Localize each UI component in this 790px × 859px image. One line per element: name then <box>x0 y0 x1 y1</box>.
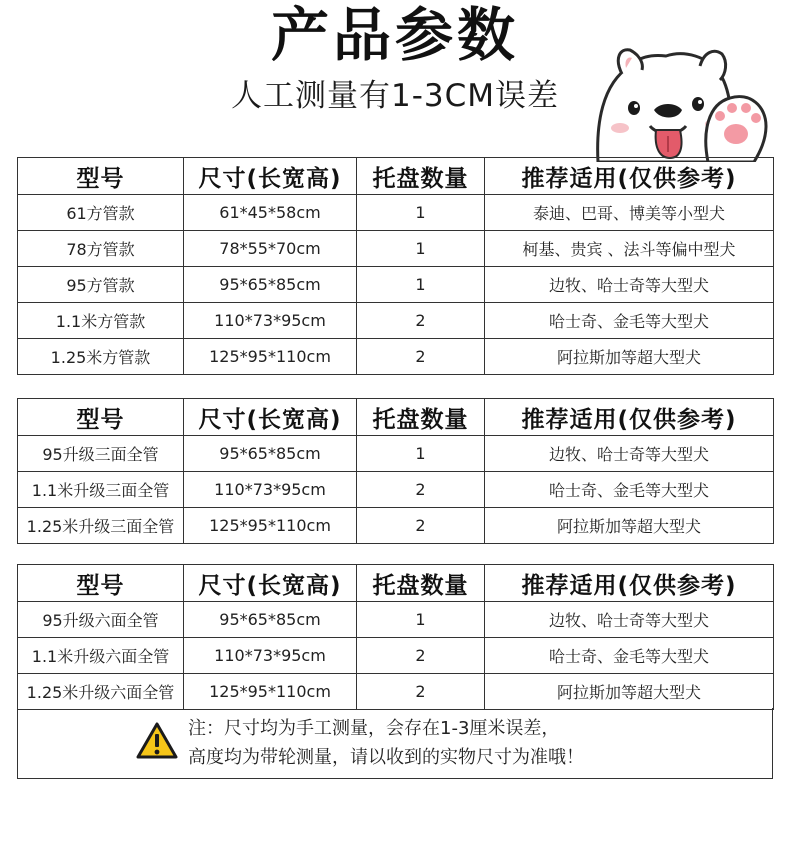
cell-tray-count: 1 <box>357 231 485 267</box>
header-tray-count: 托盘数量 <box>357 399 485 436</box>
cell-tray-count: 1 <box>357 602 485 638</box>
cell-recommended: 泰迪、巴哥、博美等小型犬 <box>485 195 774 231</box>
page-title: 产品参数 <box>270 1 519 69</box>
cell-recommended: 柯基、贵宾 、法斗等偏中型犬 <box>485 231 774 267</box>
spec-table-three-sided <box>17 398 774 544</box>
table-row <box>18 602 774 638</box>
table-row <box>18 231 774 267</box>
cell-model: 1.1米升级三面全管 <box>18 472 184 508</box>
header-model: 型号 <box>18 399 184 436</box>
table-row <box>18 436 774 472</box>
cell-recommended: 边牧、哈士奇等大型犬 <box>485 267 774 303</box>
cell-model: 1.25米方管款 <box>18 339 184 375</box>
cartoon-dog-icon <box>590 44 780 162</box>
cell-model: 78方管款 <box>18 231 184 267</box>
cell-size: 61*45*58cm <box>184 195 357 231</box>
cell-tray-count: 1 <box>357 195 485 231</box>
cell-size: 125*95*110cm <box>184 508 357 544</box>
cell-recommended: 阿拉斯加等超大型犬 <box>485 674 774 710</box>
cell-size: 95*65*85cm <box>184 602 357 638</box>
cell-model: 95升级六面全管 <box>18 602 184 638</box>
cell-size: 110*73*95cm <box>184 472 357 508</box>
table-row <box>18 674 774 710</box>
cell-model: 1.1米升级六面全管 <box>18 638 184 674</box>
cell-size: 110*73*95cm <box>184 303 357 339</box>
note-box <box>17 708 773 779</box>
cell-size: 95*65*85cm <box>184 267 357 303</box>
note-line-1: 注：尺寸均为手工测量，会存在1-3厘米误差， <box>188 718 560 739</box>
header-model: 型号 <box>18 565 184 602</box>
table-row <box>18 638 774 674</box>
spec-table-basic <box>17 157 774 375</box>
header-recommended: 推荐适用(仅供参考) <box>485 158 774 195</box>
cell-size: 125*95*110cm <box>184 674 357 710</box>
cell-tray-count: 2 <box>357 303 485 339</box>
page-subtitle: 人工测量有1-3CM误差 <box>230 78 560 114</box>
header-tray-count: 托盘数量 <box>357 158 485 195</box>
cell-size: 95*65*85cm <box>184 436 357 472</box>
table-header-row <box>18 399 774 436</box>
header-size: 尺寸(长宽高) <box>184 158 357 195</box>
cell-tray-count: 2 <box>357 638 485 674</box>
cell-model: 1.1米方管款 <box>18 303 184 339</box>
cell-recommended: 哈士奇、金毛等大型犬 <box>485 638 774 674</box>
table-row <box>18 303 774 339</box>
header-size: 尺寸(长宽高) <box>184 399 357 436</box>
cell-tray-count: 1 <box>357 436 485 472</box>
cell-recommended: 哈士奇、金毛等大型犬 <box>485 303 774 339</box>
warning-icon <box>136 722 178 760</box>
table-row <box>18 339 774 375</box>
table-row <box>18 508 774 544</box>
cell-size: 110*73*95cm <box>184 638 357 674</box>
cell-tray-count: 2 <box>357 674 485 710</box>
cell-model: 95方管款 <box>18 267 184 303</box>
cell-recommended: 阿拉斯加等超大型犬 <box>485 508 774 544</box>
cell-recommended: 边牧、哈士奇等大型犬 <box>485 602 774 638</box>
cell-recommended: 哈士奇、金毛等大型犬 <box>485 472 774 508</box>
cell-model: 1.25米升级三面全管 <box>18 508 184 544</box>
table-row <box>18 267 774 303</box>
header-recommended: 推荐适用(仅供参考) <box>485 399 774 436</box>
table-header-row <box>18 565 774 602</box>
header-model: 型号 <box>18 158 184 195</box>
table-row <box>18 195 774 231</box>
cell-recommended: 阿拉斯加等超大型犬 <box>485 339 774 375</box>
cell-model: 61方管款 <box>18 195 184 231</box>
cell-tray-count: 1 <box>357 267 485 303</box>
table-header-row <box>18 158 774 195</box>
header-size: 尺寸(长宽高) <box>184 565 357 602</box>
header-tray-count: 托盘数量 <box>357 565 485 602</box>
note-line-2: 高度均为带轮测量，请以收到的实物尺寸为准哦！ <box>188 747 584 768</box>
header-recommended: 推荐适用(仅供参考) <box>485 565 774 602</box>
table-row <box>18 472 774 508</box>
cell-tray-count: 2 <box>357 508 485 544</box>
cell-model: 95升级三面全管 <box>18 436 184 472</box>
spec-table-six-sided <box>17 564 774 710</box>
cell-tray-count: 2 <box>357 472 485 508</box>
cell-tray-count: 2 <box>357 339 485 375</box>
cell-size: 125*95*110cm <box>184 339 357 375</box>
cell-size: 78*55*70cm <box>184 231 357 267</box>
cell-recommended: 边牧、哈士奇等大型犬 <box>485 436 774 472</box>
cell-model: 1.25米升级六面全管 <box>18 674 184 710</box>
note-text <box>188 714 584 772</box>
